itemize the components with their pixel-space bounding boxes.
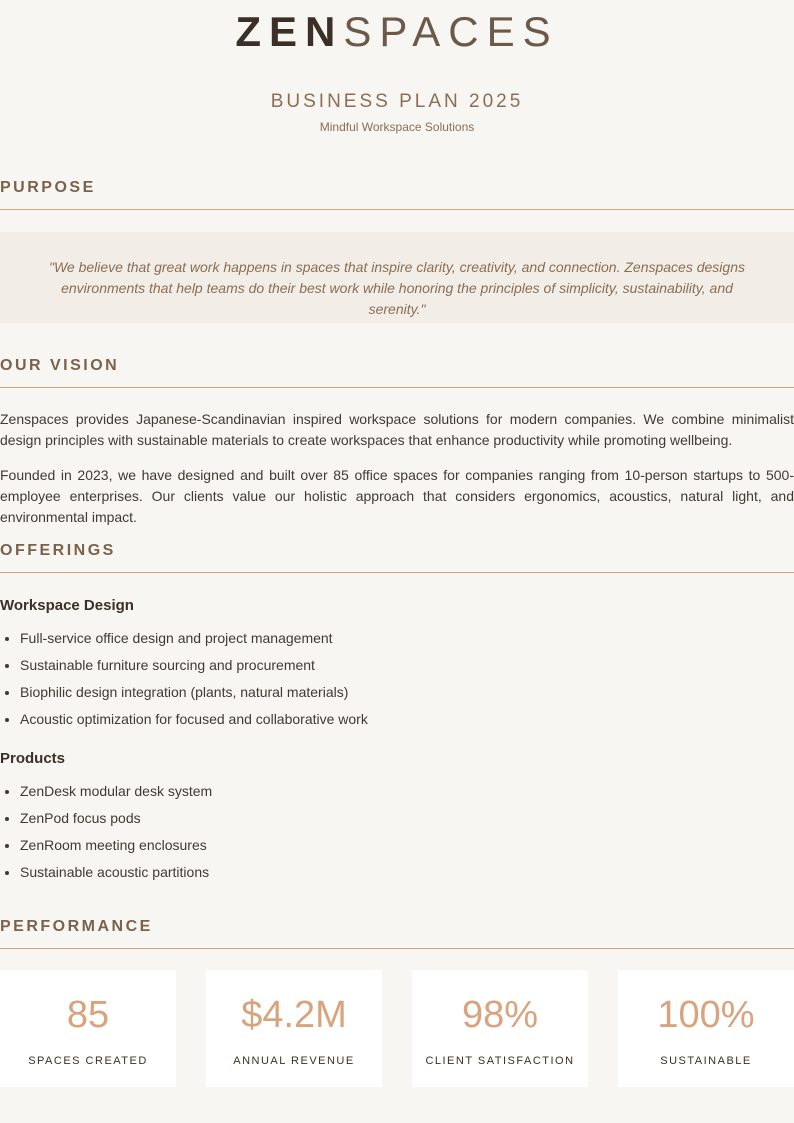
stat-label: SPACES CREATED	[28, 1055, 148, 1067]
vision-paragraph-1: Zenspaces provides Japanese-Scandinavian inspired workspace solutions for modern companies. We combine minimalist design principles with sustainable materials to create workspaces that enhance productivity while promoting wellbeing.	[0, 411, 794, 448]
offering-group-title-workspace-design: Workspace Design	[0, 597, 134, 614]
list-item: • ZenRoom meeting enclosures	[20, 836, 212, 863]
stat-card-client-satisfaction	[412, 970, 588, 1087]
logo-bold-text: ZEN	[235, 8, 344, 55]
list-item: • ZenDesk modular desk system	[20, 782, 212, 809]
stat-label: CLIENT SATISFACTION	[425, 1055, 575, 1067]
vision-paragraph-2: Founded in 2023, we have designed and built over 85 office spaces for companies ranging from 10-person startups to 500-employee enterprises. Our clients value our holistic approach that considers ergonomics, acoustics, natural light, and environmental impact.	[0, 467, 794, 525]
list-item: • Acoustic optimization for focused and collaborative work	[20, 710, 368, 737]
document-subtitle: Mindful Workspace Solutions	[319, 120, 475, 134]
stat-card-spaces-created	[0, 970, 176, 1087]
stat-card-sustainable	[618, 970, 794, 1087]
workspace-design-list	[0, 629, 368, 737]
section-heading-purpose: PURPOSE	[0, 179, 794, 210]
document-title: BUSINESS PLAN 2025	[270, 91, 524, 112]
list-item: • ZenPod focus pods	[20, 809, 212, 836]
list-item: • Full-service office design and project management	[20, 629, 368, 656]
section-heading-vision: OUR VISION	[0, 357, 794, 388]
purpose-quote-box	[0, 232, 794, 323]
list-item: • Sustainable acoustic partitions	[20, 863, 212, 890]
offering-group-title-products: Products	[0, 750, 66, 767]
stat-value: $4.2M	[241, 994, 347, 1036]
company-logo	[0, 10, 794, 54]
section-heading-offerings: OFFERINGS	[0, 542, 794, 573]
stat-card-annual-revenue	[206, 970, 382, 1087]
stat-value: 98%	[461, 994, 539, 1036]
section-heading-performance: PERFORMANCE	[0, 918, 794, 949]
products-list	[0, 782, 212, 890]
logo-light-text: SPACES	[343, 8, 559, 55]
list-item: • Sustainable furniture sourcing and procurement	[20, 656, 368, 683]
stat-label: SUSTAINABLE	[660, 1055, 752, 1067]
stat-label: ANNUAL REVENUE	[233, 1055, 355, 1067]
stat-value: 100%	[657, 994, 755, 1036]
stat-value: 85	[66, 994, 110, 1036]
list-item: • Biophilic design integration (plants, natural materials)	[20, 683, 368, 710]
purpose-quote: "We believe that great work happens in spaces that inspire clarity, creativity, and connection. Zenspaces designs environments that help teams do their best work while honoring the principles of simplicity, sustainability, and serenity."	[48, 259, 745, 317]
